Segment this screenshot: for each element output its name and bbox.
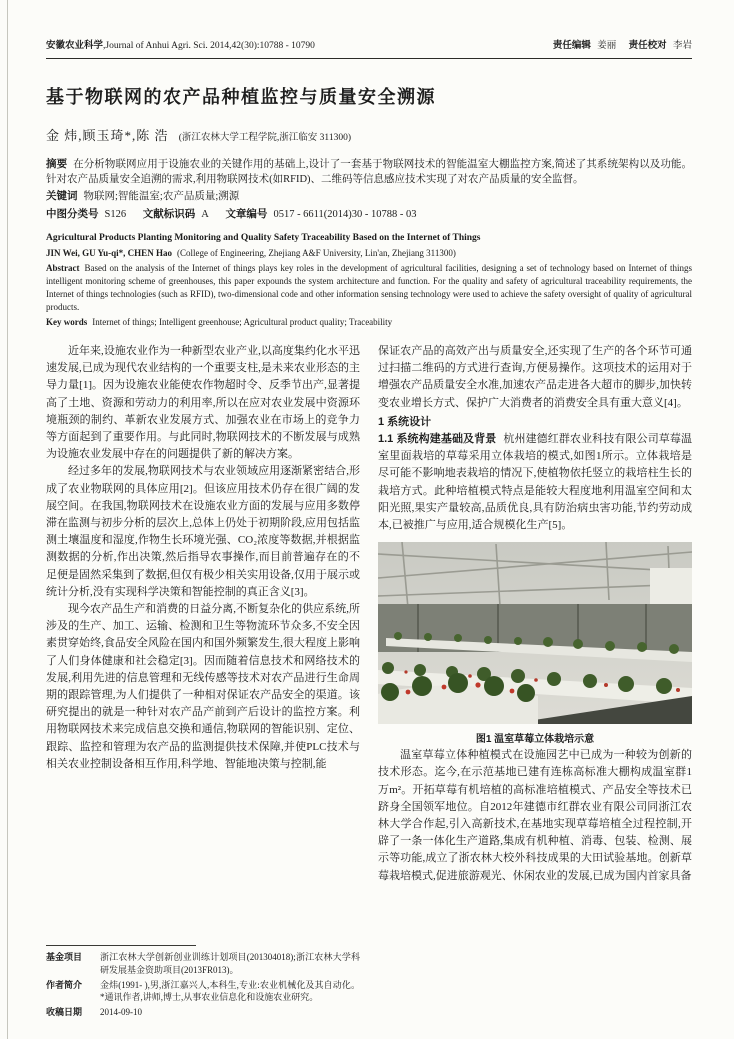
english-front-matter — [46, 232, 692, 329]
left-column — [46, 343, 360, 1019]
body-columns — [46, 343, 692, 1019]
article-id-value: 0517 - 6611(2014)30 - 10788 - 03 — [273, 209, 417, 220]
section-1-1-text: 杭州建德红群农业科技有限公司草莓温室里面栽培的草莓采用立体栽培的模式,如图1所示。立体栽培是尽可能不影响地表栽培的情况下,使植物依托竖立的栽培柱生长的栽培方式。此种培植模式特点是能较大程度地利用温室空间和太阳光照,果实产量较高,品质优良,具有防治病虫害功能,节约劳动成本,已被推广与应用,适合规模化生产[5]。 — [378, 433, 692, 532]
section-1-1-heading: 1.1 系统构建基础及背景 — [378, 433, 497, 446]
authors-line — [46, 125, 692, 144]
article-id-label: 文章编号 — [225, 208, 268, 220]
abstract-en-text: Based on the analysis of the Internet of things plays key roles in the development of agricultural facilities, designing a set of technology based on Internet of things intelligent monitoring scheme of greenhouses, this paper expounds the system architecture and function. For the quality and safety of agricultural traceability requirements, the Internet of things technologies (such as RFID), two-dimensional code and other information sensing technology were used to achieve the safety oversight of quality of agricultural products. — [46, 263, 692, 312]
page-scan-edge — [7, 0, 8, 1039]
abstract-cn — [46, 157, 692, 187]
section-1-1-paragraph — [378, 431, 692, 534]
fund-project-text: 浙江农林大学创新创业训练计划项目(201304018);浙江农林大学科研发展基金资助项目(2013FR013)。 — [100, 952, 360, 975]
right-column — [378, 343, 692, 1019]
keywords-cn-text: 物联网;智能温室;农产品质量;溯源 — [83, 191, 240, 202]
footnote-divider — [46, 945, 196, 946]
body-paragraph: 现今农产品生产和消费的日益分离,不断复杂化的供应系统,所涉及的生产、加工、运输、检测和卫生等物流环节众多,不安全因素贯穿始终,食品安全风险在国内和国外频繁发生,很大程度上影响了人们身体健康和社会稳定[3]。因而随着信息技术和网络技术的发展,利用先进的信息管理和无线传感等技术对农产品进行生命周期的跟踪管理,为人们提供了一种相对保证农产品安全的渠道。该研究提出的就是一种针对农产品产前到产后设计的监控方案。利用物联网技术来完成信息交换和通信,物联网的智能识别、定位、跟踪、监控和管理为农产品的监测提供技术保障,并使PLC技术与相关农业控制设备相互作用,科学地、智能地决策与控制,能 — [46, 603, 360, 770]
footnote-block — [46, 945, 360, 1019]
body-paragraph: 近年来,设施农业作为一种新型农业产业,以高度集约化水平迅速发展,已成为现代农业结构的一个重要支柱,是未来农业形态的主导力量[1]。因为设施农业能使农作物超时令、反季节出产,显著提高了土地、资源和劳动力的利用率,所以在应对农业发展中资源环境瓶颈的制约、革新农业发展方式、加强农业在市场上的竞争力等方面起到了重要作用。与此同时,物联网技术的不断发展与成熟为设施农业发展中存在的问题提供了新的解决方案。 — [46, 345, 360, 461]
affiliation-cn: (浙江农林大学工程学院,浙江临安 311300) — [178, 133, 351, 143]
doc-code-label: 文献标识码 — [142, 208, 196, 220]
body-paragraph: 保证农产品的高效产出与质量安全,还实现了生产的各个环节可通过扫描二维码的方式进行查询,方便易操作。这项技术的运用对于增强农产品质量安全水准,加速农产品走进各大超市的脚步,加快转变农业增长方式、保护广大消费者的消费安全具有重大意义[4]。 — [378, 345, 692, 409]
doc-code-value: A — [201, 209, 209, 220]
article-title-en: Agricultural Products Planting Monitoring and Quality Safety Traceability Based on the Internet of Things — [46, 233, 481, 243]
received-date — [46, 1006, 360, 1019]
doc-code-group — [143, 209, 209, 220]
clc-group — [46, 209, 126, 220]
abstract-en — [46, 262, 692, 314]
journal-citation — [46, 40, 315, 52]
front-matter — [46, 83, 692, 329]
author-bio — [46, 979, 360, 1005]
clc-line — [46, 207, 692, 222]
author-bio-label: 作者简介 — [46, 979, 83, 990]
editor-name: 姜丽 — [597, 41, 617, 51]
proofreader-name: 李岩 — [672, 41, 692, 51]
journal-name: 安徽农业科学 — [46, 40, 104, 51]
figure-1 — [378, 542, 692, 745]
received-date-label: 收稿日期 — [46, 1007, 83, 1018]
authors-line-en — [46, 247, 692, 260]
fund-project-label: 基金项目 — [46, 952, 83, 963]
page-header — [46, 40, 692, 52]
fund-project — [46, 951, 360, 977]
author-names-en: JIN Wei, GU Yu-qi*, CHEN Hao — [46, 248, 172, 258]
body-paragraph: 经过多年的发展,物联网技术与农业领域应用逐渐紧密结合,形成了农业物联网的具体应用[2]。但该应用技术仍存在很广阔的发展空间。在我国,物联网技术在设施农业方面的发展与应用多数停滞在监测与初步分析的层次上,总体上仍处于初期阶段,应用包括监测土壤温度和湿度,作物生长环境光强、CO₂浓度等数据,并根据监测数据的分析,作出决策,然后指导农事操作,而目前普遍存在的不足便是固然采集到了数据,但仅有极少相关实用设备,仅用于展示或统计分析,没有实现科学决策和智能控制的真正含义[3]。 — [46, 465, 360, 598]
keywords-en-label: Key words — [46, 317, 88, 327]
abstract-en-label: Abstract — [46, 263, 80, 273]
page-content — [46, 40, 692, 1019]
header-divider — [46, 58, 692, 59]
article-id-group — [225, 209, 416, 220]
keywords-cn — [46, 189, 692, 204]
affiliation-en: (College of Engineering, Zhejiang A&F University, Lin'an, Zhejiang 311300) — [176, 248, 456, 258]
figure1-photo — [378, 542, 692, 724]
keywords-en — [46, 316, 692, 329]
abstract-cn-text: 在分析物联网应用于设施农业的关键作用的基础上,设计了一套基于物联网技术的智能温室大棚监控方案,简述了其系统架构以及功能。针对农产品质量安全追溯的需求,利用物联网技术(如RFID)、二维码等信息感应技术实现了对农产品质量的安全监督。 — [46, 159, 692, 185]
body-paragraph: 温室草莓立体种植模式在设施园艺中已成为一种较为创新的技术形态。迄今,在示范基地已建有连栋高标准大棚构成温室群1万m²。开拓草莓有机培植的高标准培植模式、产品安全等技术已跻身全国领军地位。自2012年建德市红群农业有限公司同浙江农林大学合作起,引入高新技术,在基地实现草莓培植全过程控制,开辟了一条一体化生产道路,集成有机种植、消毒、包装、检测、展示等功能,成立了浙农林大校外科技成果的大田试验基地。创新草莓栽培模式,促进旅游观光、休闲农业的发展,已成为国内首家具备 — [378, 749, 692, 882]
journal-citation-en: ,Journal of Anhui Agri. Sci. 2014,42(30):10788 - 10790 — [103, 41, 315, 51]
editor-label: 责任编辑 — [552, 40, 591, 51]
section-1-heading: 1 系统设计 — [378, 415, 432, 428]
figure-1-caption: 图1 温室草莓立体栽培示意 — [475, 734, 595, 746]
clc-value: S126 — [104, 209, 127, 220]
keywords-cn-label: 关键词 — [46, 190, 78, 202]
author-bio-text: 金炜(1991- ),男,浙江嘉兴人,本科生,专业:农业机械化及其自动化。*通讯作者,讲师,博士,从事农业信息化和设施农业研究。 — [100, 979, 360, 1003]
article-title: 基于物联网的农产品种植监控与质量安全溯源 — [46, 87, 436, 107]
keywords-en-text: Internet of things; Intelligent greenhouse; Agricultural product quality; Traceability — [92, 317, 393, 327]
author-names: 金 炜,顾玉琦*,陈 浩 — [46, 128, 169, 143]
proofreader-label: 责任校对 — [628, 40, 667, 51]
clc-label: 中图分类号 — [46, 208, 99, 220]
abstract-cn-label: 摘要 — [46, 158, 68, 170]
editor-info — [543, 40, 692, 52]
received-date-value: 2014-09-10 — [100, 1007, 142, 1018]
